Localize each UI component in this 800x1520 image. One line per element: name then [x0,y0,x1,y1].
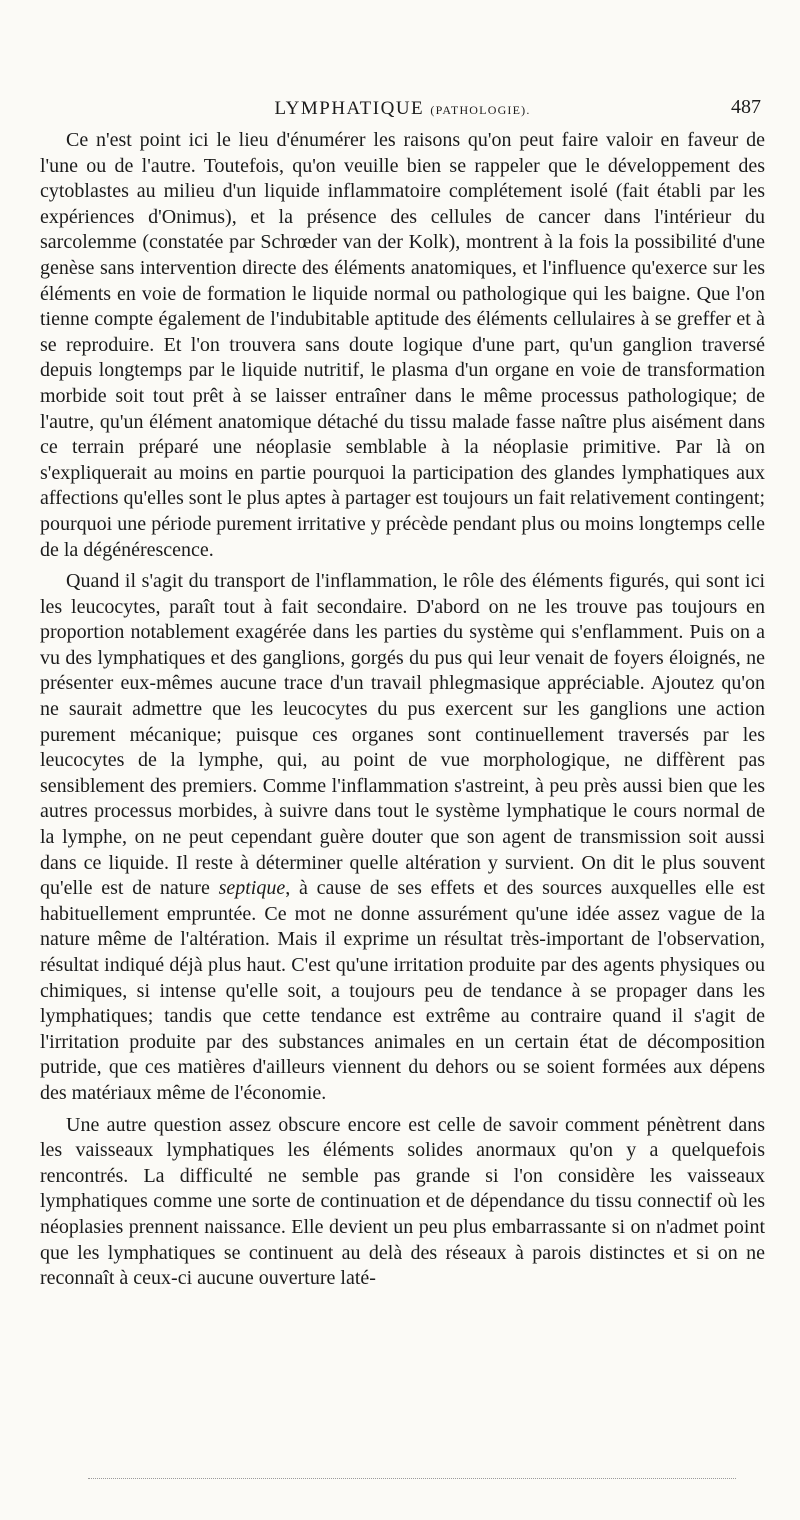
running-title [40,98,765,120]
paragraph-3 [40,1113,765,1292]
paragraph-3-text: Une autre question assez obscure encore est celle de savoir comment pénètrent dans les vaisseaux lymphatiques les éléments solides anormaux qu'on y a quelquefois rencontrés. La difficulté ne semble pas grande si l'on considère les vaisseaux lymphatiques comme une sorte de continuation et de dépendance du tissu connectif où les néoplasies prennent naissance. Elle devient un peu plus embarrassante si on n'admet point que les lymphatiques se continuent au delà des réseaux à parois distinctes et si on ne reconnaît à ceux-ci aucune ouverture laté- [40,1113,765,1290]
paragraph-2-text-a: Quand il s'agit du transport de l'inflammation, le rôle des éléments figurés, qui sont ici les leucocytes, paraît tout à fait secondaire. D'abord on ne les trouve pas toujours en proportion notablement exagérée dans les parties du système qui s'enflamment. Puis on a vu des lymphatiques et des ganglions, gorgés du pus qui leur venait de foyers éloignés, ne présenter eux-mêmes aucune trace d'un travail phlegmasique appréciable. Ajoutez qu'on ne saurait admettre que les leucocytes du pus exercent sur les ganglions une action purement mécanique; puisque ces organes sont continuellement traversés par les leucocytes de la lymphe, qui, au point de vue morphologique, ne diffèrent pas sensiblement des premiers. Comme l'inflammation s'astreint, à peu près aussi bien que les autres processus morbides, à suivre dans tout le système lymphatique le cours normal de la lymphe, on ne peut cependant guère douter que son agent de transmission soit aussi dans ce liquide. Il reste à déterminer quelle altération y survient. On dit le plus souvent qu'elle est de nature [40,570,765,900]
paragraph-1-text: Ce n'est point ici le lieu d'énumérer les raisons qu'on peut faire valoir en faveur de l'une ou de l'autre. Toutefois, qu'on veuille bien se rappeler que le développement des cytoblastes au milieu d'un liquide inflammatoire complétement isolé (fait établi par les expériences d'Onimus), et la présence des cellules de cancer dans l'intérieur du sarcolemme (constatée par Schrœder van der Kolk), montrent à la fois la possibilité d'une genèse sans intervention directe des éléments anatomiques, et l'influence qu'exerce sur les éléments en voie de formation le liquide normal ou pathologique qui les baigne. Que l'on tienne compte également de l'indubitable aptitude des éléments cellulaires à se greffer et à se reproduire. Et l'on trouvera sans doute logique d'une part, qu'un ganglion traversé depuis longtemps par le liquide nutritif, le plasma d'un organe en voie de transformation morbide soit tout prêt à se laisser entraîner dans le même processus pathologique; de l'autre, qu'un élément anatomique détaché du tissu malade fasse naître plus aisément dans ce terrain préparé une néoplasie semblable à la néoplasie primitive. Par là on s'expliquerait au moins en partie pourquoi la participation des glandes lymphatiques aux affections qu'elles sont le plus aptes à partager est toujours un fait relativement contingent; pourquoi une période purement irritative y précède pendant plus ou moins longtemps celle de la dégénérescence. [40,129,765,561]
running-title-main: LYMPHATIQUE [274,98,425,119]
running-title-subtitle: (PATHOLOGIE). [430,103,531,117]
footer-dotted-rule [88,1478,736,1480]
paragraph-1 [40,128,765,563]
paragraph-2 [40,569,765,1106]
emphasis-septique: septique [218,877,286,900]
book-page [40,90,765,1292]
body-text [40,128,765,1292]
paragraph-2-text-b: , à cause de ses effets et des sources auxquelles elle est habituellement empruntée. Ce mot ne donne assurément qu'une idée assez vague de la nature même de l'altération. Mais il exprime un résultat très-important de l'observation, résultat indiqué déjà plus haut. C'est qu'une irritation produite par des agents physiques ou chimiques, si intense qu'elle soit, a toujours peu de tendance à se propager dans les lymphatiques; tandis que cette tendance est extrême au contraire quand il s'agit de l'irritation produite par des substances animales en un certain état de décomposition putride, que ces matières d'ailleurs viennent du dehors ou se soient formées aux dépens des matériaux même de l'économie. [40,877,765,1104]
page-number: 487 [731,96,761,118]
page-header [40,90,765,124]
